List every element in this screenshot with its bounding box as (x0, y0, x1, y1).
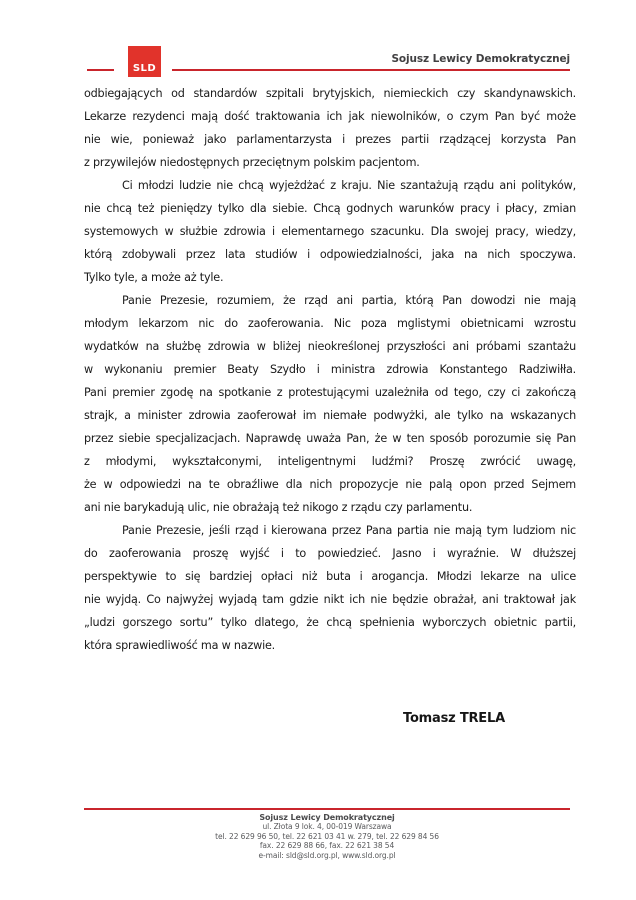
letter-body (84, 82, 576, 657)
body-line: odbiegających od standardów szpitali brytyjskich, niemieckich czy skandynawskich. (84, 87, 576, 100)
body-line: systemowych w służbie zdrowia i elementarnego szacunku. Dla swojej pracy, wiedzy, (84, 225, 576, 238)
header-organization: Sojusz Lewicy Demokratycznej (391, 53, 570, 65)
footer-faxes: fax. 22 629 88 66, fax. 22 621 38 54 (259, 841, 395, 851)
footer-email-web: e-mail: sld@sld.org.pl, www.sld.org.pl (258, 850, 396, 860)
body-line: nie wie, ponieważ jako parlamentarzysta i prezes partii rządzącej korzysta Pan (84, 133, 576, 146)
header-rule-left (87, 69, 114, 71)
body-line: z przywilejów niedostępnych przeciętnym polskim pacjentom. (84, 156, 420, 169)
body-line: z młodymi, wykształconymi, inteligentnymi ludźmi? Proszę zwrócić uwagę, (84, 455, 576, 468)
body-line: Ci młodzi ludzie nie chcą wyjeżdżać z kraju. Nie szantażują rządu ani polityków, (122, 179, 576, 192)
header-rule-right (172, 69, 570, 71)
body-line: którą zdobywali przez lata studiów i odpowiedzialności, jaka na nich spoczywa. (84, 248, 576, 261)
body-line: ani nie barykadują ulic, nie obrażają też nikogo z rządu czy parlamentu. (84, 501, 473, 514)
footer-phones: tel. 22 629 96 50, tel. 22 621 03 41 w. 279, tel. 22 629 84 56 (215, 831, 439, 841)
body-line: Pani premier zgodę na spotkanie z protestującymi uzależniła od tego, czy ci zakończą (84, 386, 576, 399)
body-line: Panie Prezesie, jeśli rząd i kierowana przez Pana partia nie mają tym ludziom nic (122, 524, 576, 537)
body-line: nie wyjdą. Co najwyżej wyjadą tam gdzie nikt ich nie będzie obrażał, ani traktował jak (84, 593, 576, 606)
body-line: która sprawiedliwość ma w nazwie. (84, 639, 276, 652)
body-line: „ludzi gorszego sortu” tylko dlatego, że chcą spełnienia wyborczych obietnic partii, (84, 616, 576, 629)
body-line: Tylko tyle, a może aż tyle. (84, 271, 224, 284)
body-line: Panie Prezesie, rozumiem, że rząd ani partia, którą Pan dowodzi nie mają (122, 294, 576, 307)
body-line: perspektywie to się bardziej opłaci niż buta i arogancja. Młodzi lekarze na ulice (84, 570, 576, 583)
body-line: wydatków na służbę zdrowia w bliżej nieokreślonej przyszłości ani próbami szantażu (84, 340, 576, 353)
footer-address: ul. Złota 9 lok. 4, 00-019 Warszawa (262, 822, 392, 832)
body-line: przez siebie specjalizacjach. Naprawdę uważa Pan, że w ten sposób porozumie się Pan (84, 432, 576, 445)
footer-organization: Sojusz Lewicy Demokratycznej (259, 813, 395, 822)
footer (84, 813, 570, 860)
footer-rule (84, 808, 570, 810)
body-line: nie chcą też pieniędzy tylko dla siebie. Chcą godnych warunków pracy i płacy, zmian (84, 202, 576, 215)
body-line: że w odpowiedzi na te obraźliwe dla nich propozycje nie palą opon przed Sejmem (84, 478, 576, 491)
body-line: Lekarze rezydenci mają dość traktowania ich jak niewolników, o czym Pan być może (84, 110, 576, 123)
body-line: młodym lekarzom nic do zaoferowania. Nic poza mglistymi obietnicami wzrostu (84, 317, 576, 330)
body-line: strajk, a minister zdrowia zaoferował im niemałe podwyżki, ale tylko na wskazanych (84, 409, 576, 422)
body-line: do zaoferowania proszę wyjść i to powiedzieć. Jasno i wyraźnie. W dłuższej (84, 547, 576, 560)
body-line: w wykonaniu premier Beaty Szydło i ministra zdrowia Konstantego Radziwiłła. (84, 363, 576, 376)
signature-name: Tomasz TRELA (403, 711, 505, 726)
sld-logo-text: SLD (132, 63, 157, 74)
